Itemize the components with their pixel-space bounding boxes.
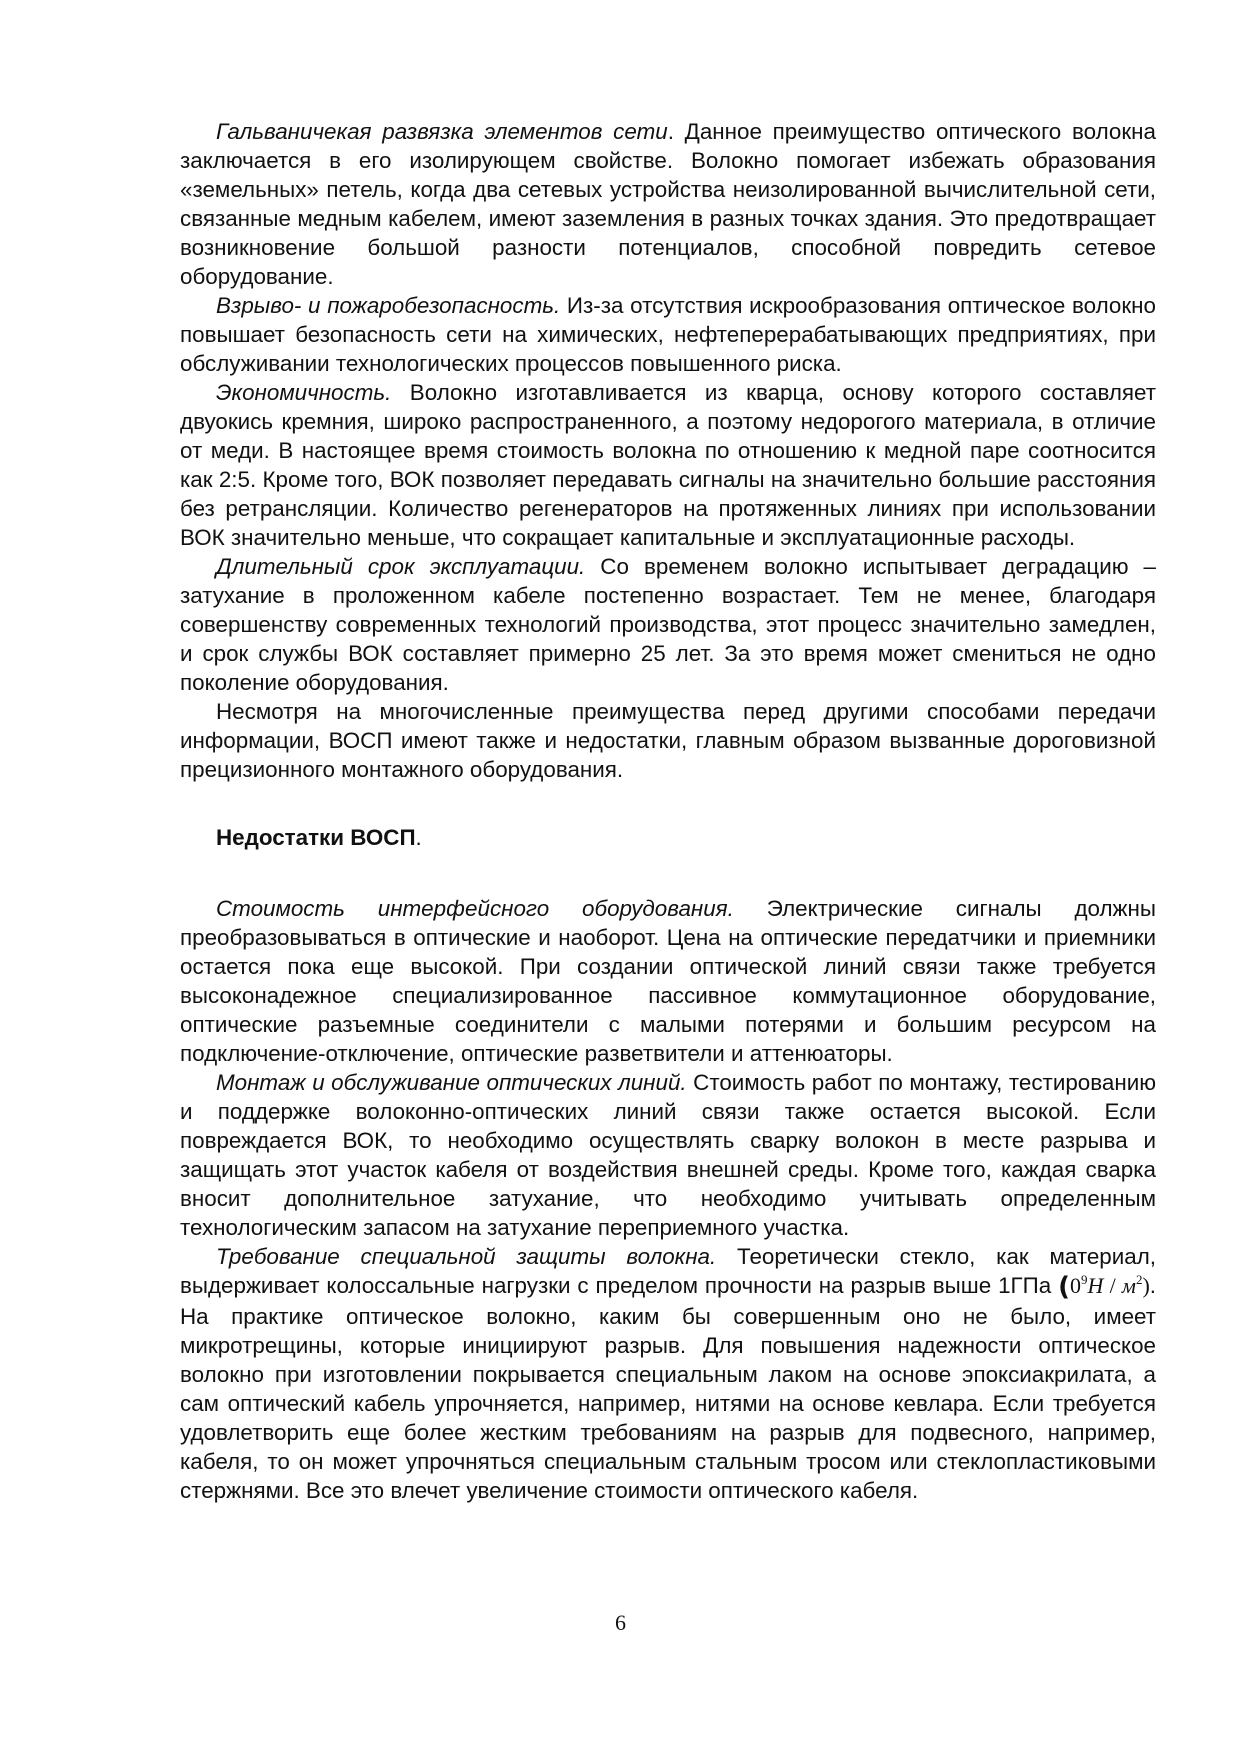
formula-unit-numerator: Н	[1087, 1273, 1104, 1298]
formula-unit-exponent: 2	[1135, 1272, 1143, 1287]
paragraph-economy	[180, 378, 1156, 552]
paragraph-lead: Экономичность.	[216, 380, 392, 405]
paragraph-text: Стоимость работ по монтажу, тестированию и поддержке волоконно-оптических линий связи также остается высокой. Если повреждается ВОК, то необходимо осуществлять сварку волокон в месте разрыва и защищать этот участок кабеля от воздействия внешней среды. Кроме того, каждая сварка вносит дополнительное затухание, что необходимо учитывать определенным технологическим запасом на затухание переприемного участка.	[180, 1070, 1156, 1240]
paragraph-text: Волокно изготавливается из кварца, основу которого составляет двуокись кремния, широко распространенного, а поэтому недорогого материала, в отличие от меди. В настоящее время стоимость волокна по отношению к медной паре соотносится как 2:5. Кроме того, ВОК позволяет передавать сигналы на значительно большие расстояния без ретрансляции. Количество регенераторов на протяженных линиях при использовании ВОК значительно меньше, что сокращает капитальные и эксплуатационные расходы.	[180, 380, 1156, 550]
paragraph-text: Со временем волокно испытывает деградацию – затухание в проложенном кабеле постепенно возрастает. Тем не менее, благодаря совершенству современных технологий производства, этот процесс значительно замедлен, и срок службы ВОК составляет примерно 25 лет. За это время может смениться не одно поколение оборудования.	[180, 554, 1156, 695]
paragraph-summary: Несмотря на многочисленные преимущества перед другими способами передачи информации, ВОСП имеют также и недостатки, главным образом вызванные дороговизной прецизионного монтажного оборудования.	[180, 699, 1156, 782]
document-page	[180, 117, 1156, 1505]
paragraph-galvanic-isolation	[180, 117, 1156, 291]
formula-base: 0	[1070, 1273, 1082, 1298]
formula-exponent: 9	[1081, 1272, 1088, 1287]
paragraph-lead: Взрыво- и пожаробезопасность.	[216, 293, 561, 318]
heading-text: Недостатки ВОСП	[216, 825, 416, 850]
paragraph-lead: Монтаж и обслуживание оптических линий.	[216, 1070, 687, 1095]
heading-period: .	[415, 825, 422, 850]
paragraph-text: . Данное преимущество оптического волокна заключается в его изолирующем свойстве. Волокно помогает избежать образования «земельных» петель, когда два сетевых устройства неизолированной вычислительной сети, связанные медным кабелем, имеют заземления в разных точках здания. Это предотвращает возникновение большой разности потенциалов, способной повредить сетевое оборудование.	[180, 119, 1157, 289]
formula-close-paren: )	[1142, 1273, 1150, 1298]
formula-slash: /	[1103, 1273, 1122, 1298]
formula-open-paren: (	[1058, 1272, 1071, 1302]
paragraph-installation-maintenance	[180, 1068, 1156, 1242]
formula-unit-denominator: м	[1121, 1273, 1136, 1298]
page-number: 6	[615, 1610, 626, 1635]
paragraph-fiber-protection	[180, 1242, 1156, 1505]
paragraph-lead: Стоимость интерфейсного оборудования.	[216, 896, 734, 921]
strength-formula	[1058, 1272, 1150, 1302]
section-heading-disadvantages	[180, 823, 1156, 852]
paragraph-long-lifetime	[180, 552, 1156, 697]
paragraph-lead: Требование специальной защиты волокна.	[216, 1244, 717, 1269]
paragraph-text: . На практике оптическое волокно, каким бы совершенным оно не было, имеет микротрещины, которые инициируют разрыв. Для повышения надежности оптическое волокно при изготовлении покрывается специальным лаком на основе эпоксиакрилата, а сам оптический кабель упрочняется, например, нитями на основе кевлара. Если требуется удовлетворить еще более жестким требованиям на разрыв для подвесного, например, кабеля, то он может упрочняться специальным стальным тросом или стеклопластиковыми стержнями. Все это влечет увеличение стоимости оптического кабеля.	[180, 1273, 1156, 1503]
paragraph-interface-cost	[180, 894, 1156, 1068]
paragraph-lead: Гальваничекая развязка элементов сети	[216, 119, 668, 144]
paragraph-text: Из-за отсутствия искрообразования оптическое волокно повышает безопасность сети на химических, нефтеперерабатывающих предприятиях, при обслуживании технологических процессов повышенного риска.	[180, 293, 1156, 376]
paragraph-lead: Длительный срок эксплуатации.	[216, 554, 586, 579]
paragraph-text: Теоретически стекло, как материал, выдерживает колоссальные нагрузки с пределом прочности на разрыв выше 1ГПа	[180, 1244, 1156, 1298]
paragraph-explosion-safety	[180, 291, 1156, 378]
paragraph-text: Электрические сигналы должны преобразовываться в оптические и наоборот. Цена на оптические передатчики и приемники остается пока еще высокой. При создании оптической линий связи также требуется высоконадежное специализированное пассивное коммутационное оборудование, оптические разъемные соединители с малыми потерями и большим ресурсом на подключение-отключение, оптические разветвители и аттенюаторы.	[180, 896, 1156, 1066]
